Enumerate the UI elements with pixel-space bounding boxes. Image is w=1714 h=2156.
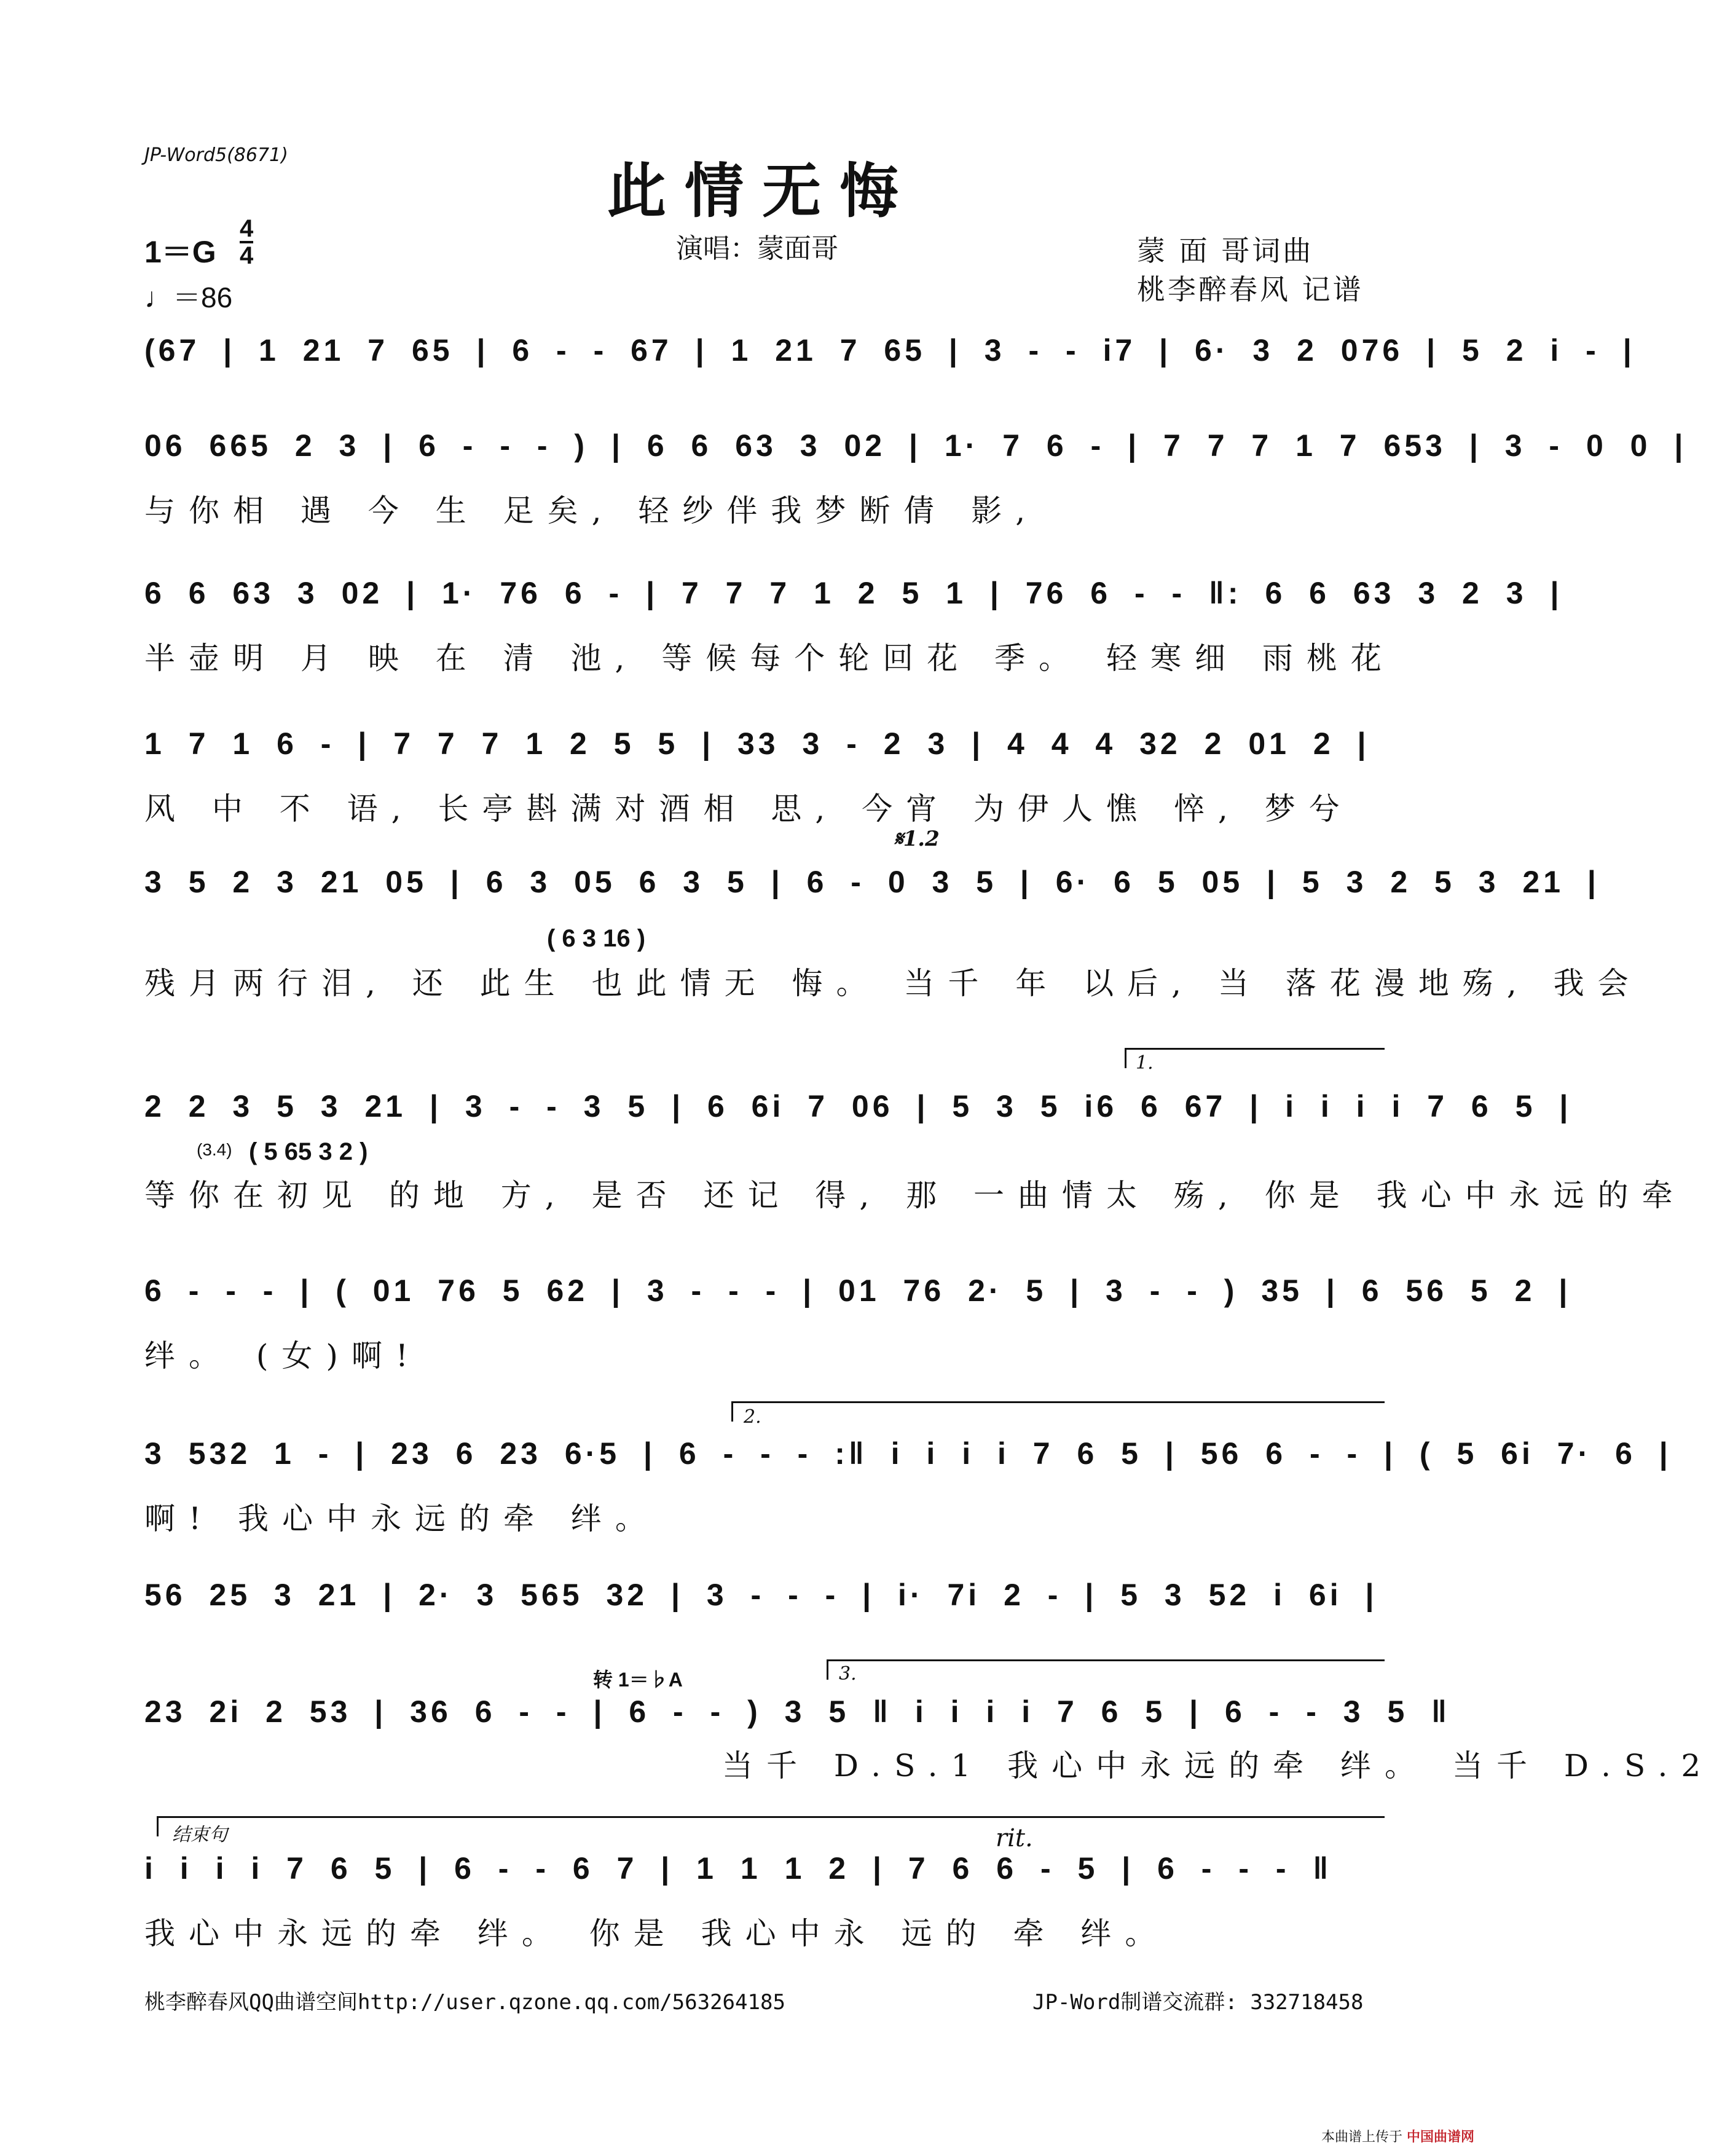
system-8	[144, 1429, 1672, 1538]
notes-line: 23 2i 2 53 | 36 6 - - | 6 - - ) 3 5 ‖ i i i i 7 6 5 | 6 - - 3 5 ‖	[144, 1694, 1451, 1729]
stamp-site: 中国曲谱网	[1407, 2130, 1475, 2145]
ending-2-label: 2.	[744, 1406, 761, 1428]
coda-bracket	[157, 1816, 1385, 1836]
system-6-lyrics	[144, 1171, 1686, 1215]
notes-line: (67 | 1 21 7 65 | 6 - - 67 | 1 21 7 65 | 3 - - i7 | 6· 3 2 076 | 5 2 i - |	[144, 333, 1635, 368]
notes-line: 56 25 3 21 | 2· 3 565 32 | 3 - - - | i· 7i 2 - | 5 3 52 i 6i |	[144, 1578, 1378, 1612]
alternate-notes: ( 6 3 16 )	[547, 925, 646, 952]
time-signature	[240, 216, 253, 268]
lyrics-line: 我心中永远的牵 绊。 你是 我心中永 远的 牵 绊。	[144, 1916, 1170, 1951]
transcriber-credit: 桃李醉春风 记谱	[1137, 273, 1364, 306]
modulation-marker: 转 1＝♭A	[593, 1669, 683, 1691]
stamp-text: 本曲谱上传于	[1321, 2130, 1403, 2145]
ending-1-bracket	[1125, 1048, 1385, 1068]
system-6	[144, 1082, 1572, 1131]
lyrics-line: 绊。 (女)啊!	[144, 1338, 422, 1374]
rit-marker: rit.	[996, 1824, 1033, 1852]
notes-line: 06 665 2 3 | 6 - - - ) | 6 6 63 3 02 | 1· 7 6 - | 7 7 7 1 7 653 | 3 - 0 0 |	[144, 428, 1687, 463]
ending-1-label: 1.	[1136, 1052, 1154, 1074]
ending-3-bracket	[827, 1659, 1385, 1680]
notes-line: 1 7 1 6 - | 7 7 7 1 2 5 5 | 33 3 - 2 3 | 4 4 4 32 2 01 2 |	[144, 726, 1370, 761]
footer-right: JP-Word制谱交流群: 332718458	[1032, 1990, 1364, 2015]
footer-left: 桃李醉春风QQ曲谱空间http://user.qzone.qq.com/563264185	[144, 1990, 785, 2015]
notes-line: 3 532 1 - | 23 6 23 6·5 | 6 - - - :‖ i i i i 7 6 5 | 56 6 - - | ( 5 6i 7· 6 |	[144, 1436, 1672, 1471]
system-5	[144, 857, 1600, 907]
lyrics-line: 残月两行泪, 还 此生 也此情无 悔。 当千 年 以后, 当 落花漫地殇, 我会	[144, 966, 1642, 1001]
tempo-marking: ♩＝86	[144, 281, 233, 313]
lyrics-line: 啊! 我心中永远的牵 绊。	[144, 1501, 659, 1536]
singer-credit: 演唱：蒙面哥	[676, 233, 838, 264]
software-tag: JP-Word5(8671)	[144, 144, 288, 166]
notes-line: 6 - - - | ( 01 76 5 62 | 3 - - - | 01 76 2· 5 | 3 - - ) 35 | 6 56 5 2 |	[144, 1273, 1571, 1308]
system-3	[144, 569, 1563, 678]
notes-line: 2 2 3 5 3 21 | 3 - - 3 5 | 6 6i 7 06 | 5 3 5 i6 6 67 | i i i i 7 6 5 |	[144, 1089, 1572, 1123]
system-10	[144, 1687, 1714, 1785]
ending-3-label: 3.	[839, 1663, 857, 1685]
time-signature-top: 4	[240, 215, 254, 242]
lyrics-line: 风 中 不 语, 长亭斟满对酒相 思, 今宵 为伊人憔 悴, 梦兮	[144, 791, 1353, 827]
system-7	[144, 1266, 1571, 1375]
alternate-notes-2: ( 5 65 3 2 )	[249, 1138, 368, 1165]
system-2	[144, 421, 1687, 530]
system-1	[144, 326, 1635, 391]
lyrics-line: 半壶明 月 映 在 清 池, 等候每个轮回花 季。 轻寒细 雨桃花	[144, 640, 1395, 676]
time-signature-bottom: 4	[240, 242, 254, 269]
notes-line: 6 6 63 3 02 | 1· 76 6 - | 7 7 7 1 2 5 1 | 76 6 - - ‖: 6 6 63 3 2 3 |	[144, 576, 1563, 610]
ending-2-bracket	[731, 1401, 1385, 1422]
notes-line: i i i i 7 6 5 | 6 - - 6 7 | 1 1 1 2 | 7 6 6 - 5 | 6 - - - ‖	[144, 1851, 1332, 1886]
lyrics-line: 等你在初见 的地 方, 是否 还记 得, 那 一曲情太 殇, 你是 我心中永远的牵	[144, 1178, 1686, 1213]
notes-line: 3 5 2 3 21 05 | 6 3 05 6 3 5 | 6 - 0 3 5 | 6· 6 5 05 | 5 3 2 5 3 21 |	[144, 865, 1600, 899]
key-signature: 1＝G	[144, 235, 216, 269]
composer-credit: 蒙 面 哥词曲	[1137, 234, 1314, 267]
system-9	[144, 1570, 1383, 1619]
score-title: 此情无悔	[607, 156, 917, 226]
lyrics-line: 与你相 遇 今 生 足矣, 轻纱伴我梦断倩 影,	[144, 493, 1039, 529]
segno-marker: 𝄋1.2	[894, 827, 940, 851]
verse-tag: (3.4)	[197, 1140, 232, 1159]
system-11	[144, 1844, 1383, 1953]
lyrics-line: 当千 D.S.1 我心中永远的牵 绊。 当千 D.S.2	[722, 1748, 1714, 1784]
coda-label: 结束句	[172, 1824, 227, 1846]
system-4	[144, 719, 1383, 828]
system-5-lyrics	[144, 959, 1642, 1003]
site-stamp	[1321, 2126, 1474, 2146]
